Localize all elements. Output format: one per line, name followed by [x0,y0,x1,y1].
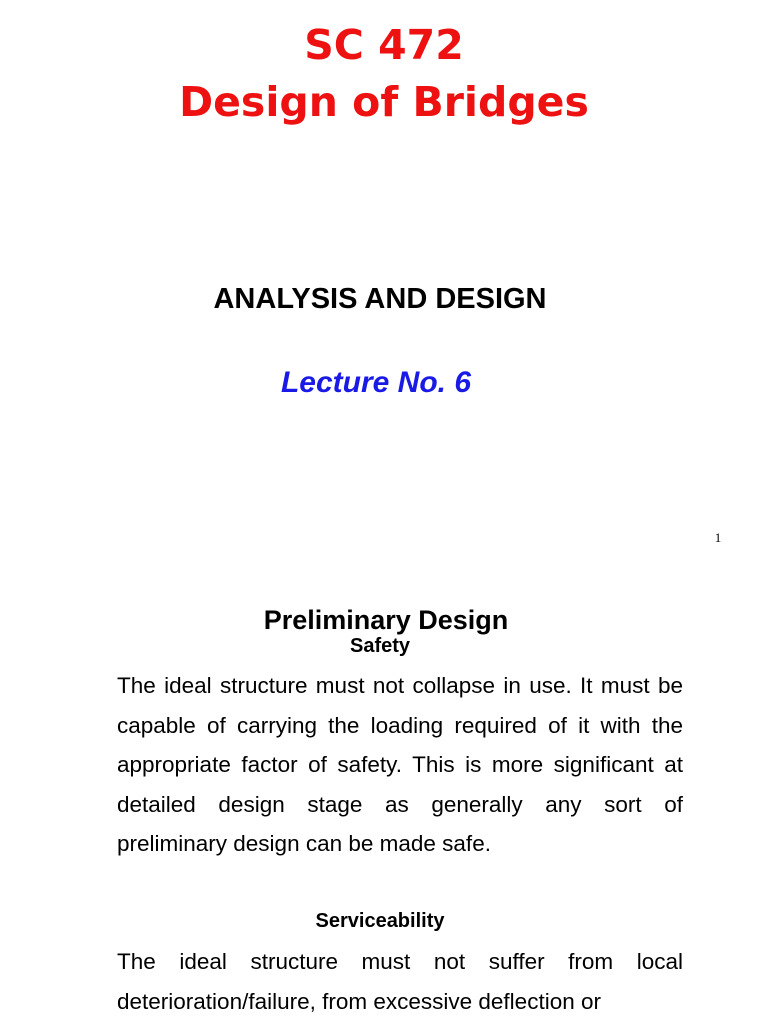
safety-paragraph: The ideal structure must not collapse in use. It must be capable of carrying the loading required of it with the appropriate factor of safety. This is more significant at detailed design stage as generally any sort of preliminary design can be made safe. [117,673,683,856]
page-number: 1 [714,530,722,545]
serviceability-heading: Serviceability [315,910,445,932]
lecture-number: Lecture No. 6 [280,366,472,399]
course-code: SC 472 [304,21,464,69]
preliminary-design-title: Preliminary Design [263,605,509,635]
serviceability-paragraph: The ideal structure must not suffer from local deterioration/failure, from excessive deflection or [117,949,683,1014]
safety-heading: Safety [349,635,411,657]
course-name: Design of Bridges [179,78,589,126]
section-heading: ANALYSIS AND DESIGN [213,283,547,315]
